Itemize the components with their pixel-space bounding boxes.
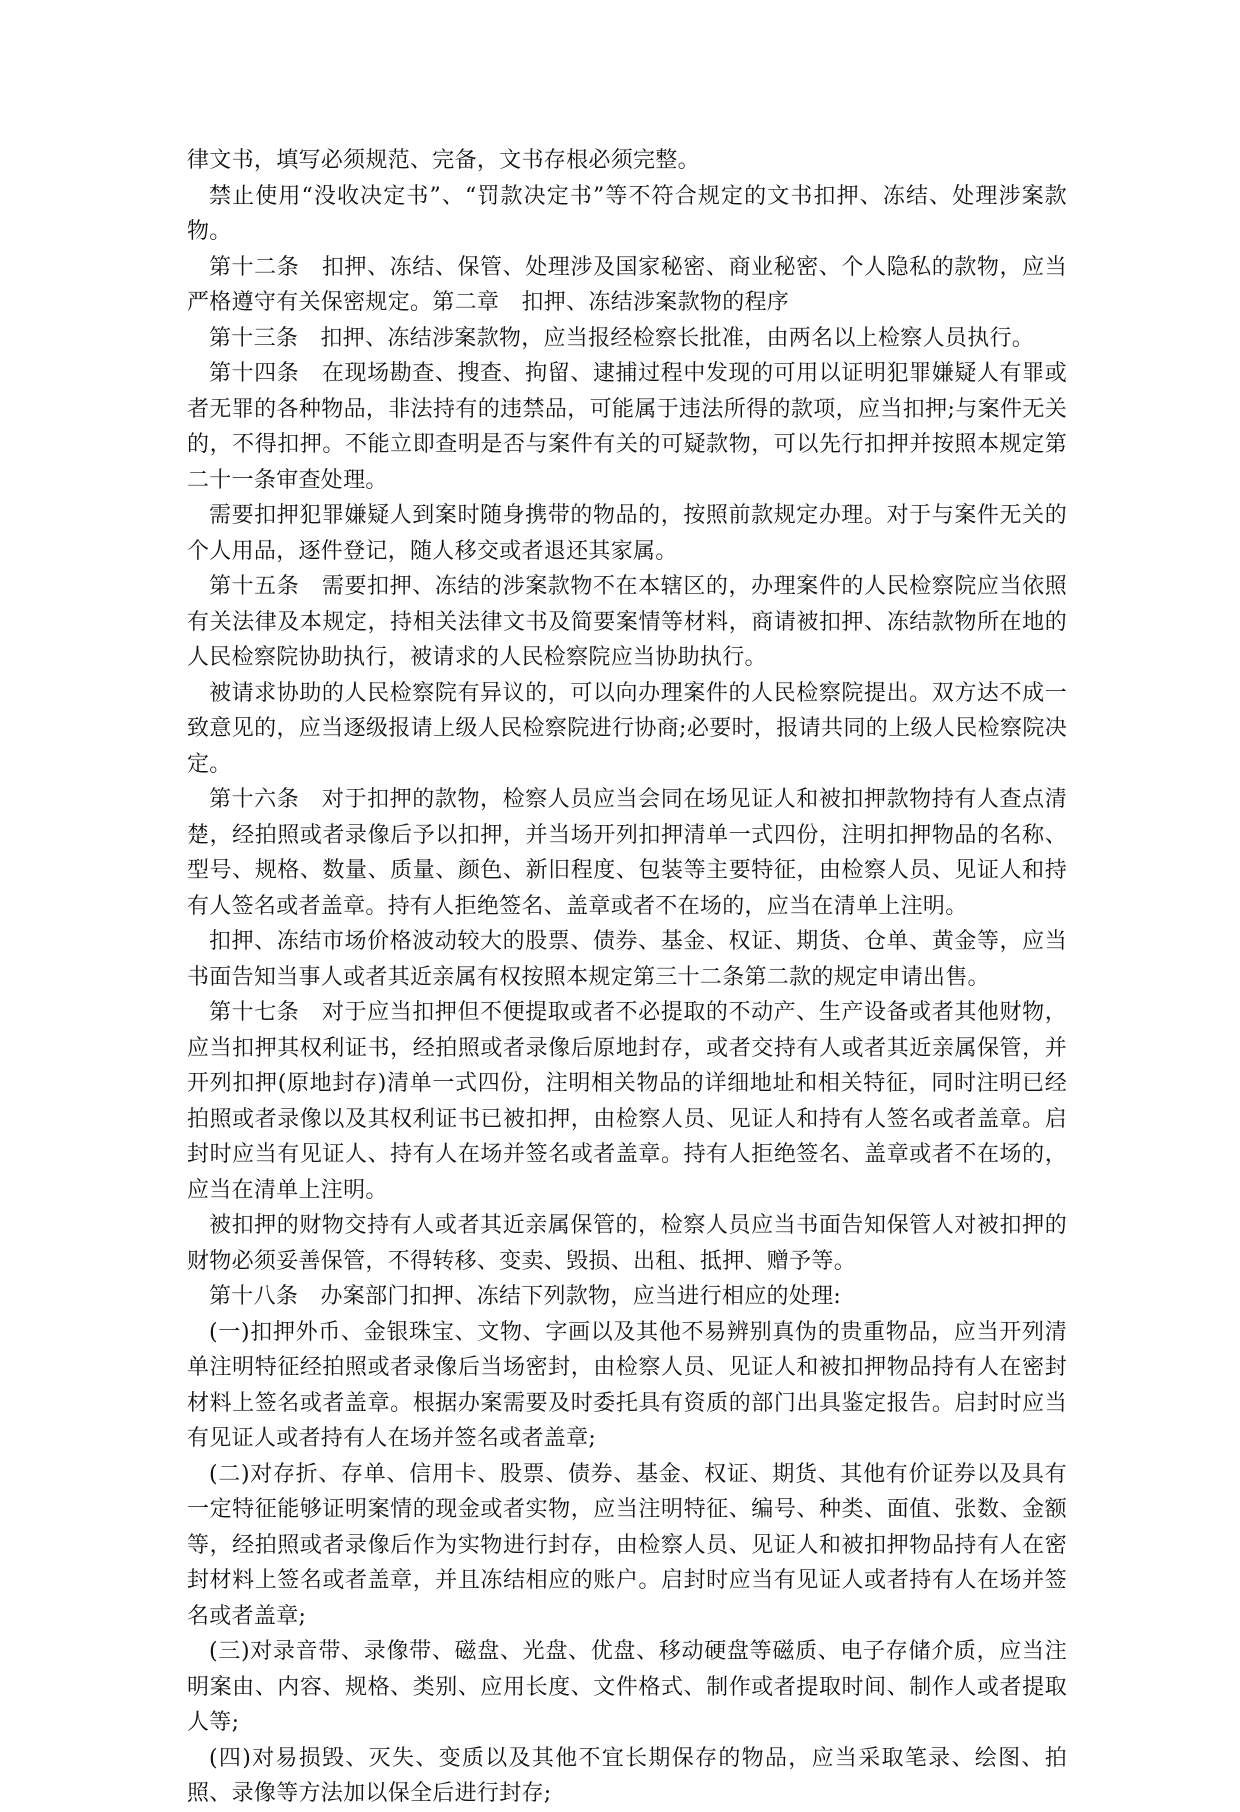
article-16: 第十六条 对于扣押的款物，检察人员应当会同在场见证人和被扣押款物持有人查点清楚，经拍照或者录像后予以扣押，并当场开列扣押清单一式四份，注明扣押物品的名称、型号、规格、数量、质量、颜色、新旧程度、包装等主要特征，由检察人员、见证人和持有人签名或者盖章。持有人拒绝签名、盖章或者不在场的，应当在清单上注明。 xyxy=(187,787,1067,919)
document-page xyxy=(187,143,1067,1812)
article-14: 第十四条 在现场勘查、搜查、拘留、逮捕过程中发现的可用以证明犯罪嫌疑人有罪或者无罪的各种物品，非法持有的违禁品，可能属于违法所得的款项，应当扣押;与案件无关的，不得扣押。不能立即查明是否与案件有关的可疑款物，可以先行扣押并按照本规定第二十一条审查处理。 xyxy=(187,361,1067,493)
article-12: 第十二条 扣押、冻结、保管、处理涉及国家秘密、商业秘密、个人隐私的款物，应当严格遵守有关保密规定。第二章 扣押、冻结涉案款物的程序 xyxy=(187,254,1067,315)
article-15: 第十五条 需要扣押、冻结的涉案款物不在本辖区的，办理案件的人民检察院应当依照有关法律及本规定，持相关法律文书及简要案情等材料，商请被扣押、冻结款物所在地的人民检察院协助执行，被请求的人民检察院应当协助执行。 xyxy=(187,574,1067,670)
article-18-item-4: (四)对易损毁、灭失、变质以及其他不宜长期保存的物品，应当采取笔录、绘图、拍照、录像等方法加以保全后进行封存; xyxy=(187,1745,1067,1806)
article-13: 第十三条 扣押、冻结涉案款物，应当报经检察长批准，由两名以上检察人员执行。 xyxy=(209,325,1035,351)
article-18-item-1: (一)扣押外币、金银珠宝、文物、字画以及其他不易辨别真伪的贵重物品，应当开列清单注明特征经拍照或者录像后当场密封，由检察人员、见证人和被扣押物品持有人在密封材料上签名或者盖章。根据办案需要及时委托具有资质的部门出具鉴定报告。启封时应当有见证人或者持有人在场并签名或者盖章; xyxy=(187,1319,1067,1451)
article-14-clause-2: 需要扣押犯罪嫌疑人到案时随身携带的物品的，按照前款规定办理。对于与案件无关的个人用品，逐件登记，随人移交或者退还其家属。 xyxy=(187,503,1067,564)
article-17: 第十七条 对于应当扣押但不便提取或者不必提取的不动产、生产设备或者其他财物，应当扣押其权利证书，经拍照或者录像后原地封存，或者交持有人或者其近亲属保管，并开列扣押(原地封存)清单一式四份，注明相关物品的详细地址和相关特征，同时注明已经拍照或者录像以及其权利证书已被扣押，由检察人员、见证人和持有人签名或者盖章。启封时应当有见证人、持有人在场并签名或者盖章。持有人拒绝签名、盖章或者不在场的，应当在清单上注明。 xyxy=(187,1000,1067,1203)
article-18-item-2: (二)对存折、存单、信用卡、股票、债券、基金、权证、期货、其他有价证券以及具有一定特征能够证明案情的现金或者实物，应当注明特征、编号、种类、面值、张数、金额等，经拍照或者录像后作为实物进行封存，由检察人员、见证人和被扣押物品持有人在密封材料上签名或者盖章，并且冻结相应的账户。启封时应当有见证人或者持有人在场并签名或者盖章; xyxy=(187,1461,1067,1629)
article-18: 第十八条 办案部门扣押、冻结下列款物，应当进行相应的处理: xyxy=(209,1284,842,1309)
article-18-item-3: (三)对录音带、录像带、磁盘、光盘、优盘、移动硬盘等磁质、电子存储介质，应当注明案由、内容、规格、类别、应用长度、文件格式、制作或者提取时间、制作人或者提取人等; xyxy=(187,1639,1067,1735)
article-16-clause-2: 扣押、冻结市场价格波动较大的股票、债券、基金、权证、期货、仓单、黄金等，应当书面告知当事人或者其近亲属有权按照本规定第三十二条第二款的规定申请出售。 xyxy=(187,929,1067,990)
paragraph-prohibition: 禁止使用“没收决定书”、“罚款决定书”等不符合规定的文书扣押、冻结、处理涉案款物。 xyxy=(187,183,1067,244)
article-17-clause-2: 被扣押的财物交持有人或者其近亲属保管的，检察人员应当书面告知保管人对被扣押的财物必须妥善保管，不得转移、变卖、毁损、出租、抵押、赠予等。 xyxy=(187,1213,1067,1274)
paragraph-continuation: 律文书，填写必须规范、完备，文书存根必须完整。 xyxy=(187,148,700,173)
article-15-clause-2: 被请求协助的人民检察院有异议的，可以向办理案件的人民检察院提出。双方达不成一致意见的，应当逐级报请上级人民检察院进行协商;必要时，报请共同的上级人民检察院决定。 xyxy=(187,680,1067,777)
